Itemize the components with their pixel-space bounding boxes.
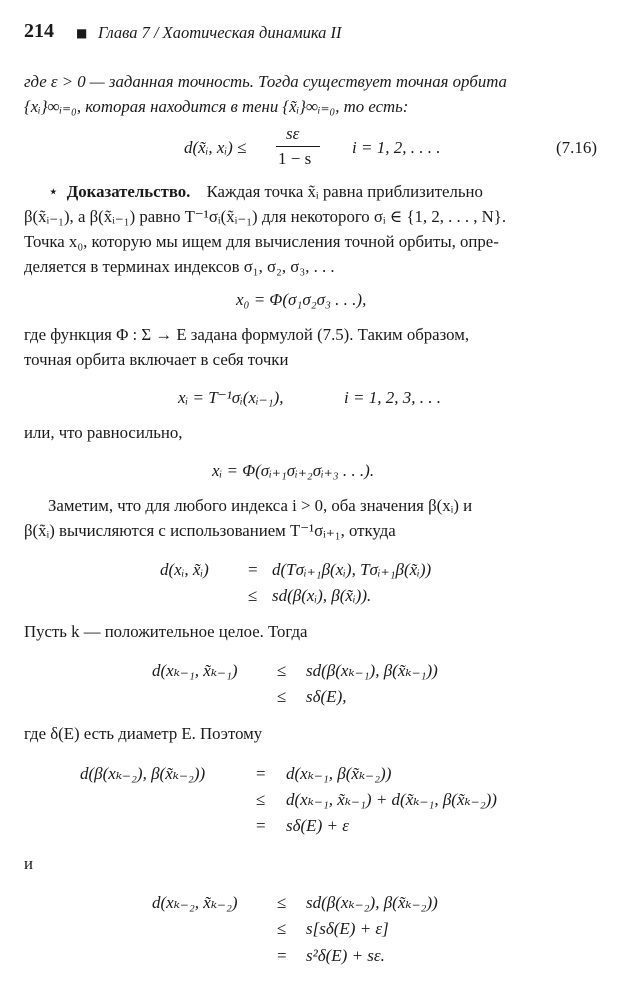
proof-line-4: деляется в терминах индексов σ₁, σ₂, σ₃, . . . <box>24 257 335 276</box>
eq-d1-row1-op: = <box>248 560 258 579</box>
header-bullet-icon: ■ <box>76 26 88 40</box>
eq-7-16-numerator: sε <box>286 124 300 143</box>
para2-line-1: где функция Φ : Σ → E задана формулой (7.5). Таким образом, <box>24 325 470 344</box>
eq-d4-row3-rhs: s²δ(E) + sε. <box>306 946 385 965</box>
proof-star-icon: ⋆ <box>48 182 59 201</box>
eq-d3-row1-op: = <box>256 764 266 783</box>
eq-d4-row1-op: ≤ <box>277 893 287 912</box>
page-number: 214 <box>24 20 54 42</box>
para2-line-2: точная орбита включает в себя точки <box>24 350 289 369</box>
eq-d1-row1-lhs: d(xᵢ, x̃ᵢ) <box>160 560 209 579</box>
eq-d1-row2-rhs: sd(β(xᵢ), β(x̃ᵢ)). <box>272 586 372 605</box>
eq-d2-row2-rhs: sδ(E), <box>306 687 347 706</box>
eq-7-16-lhs: d(x̃ᵢ, xᵢ) ≤ <box>184 138 247 157</box>
eq-7-16-denominator: 1 − s <box>278 149 312 168</box>
intro-line-1: где ε > 0 — заданная точность. Тогда существует точная орбита <box>24 72 507 91</box>
eq-7-16-condition: i = 1, 2, . . . . <box>352 138 441 157</box>
eq-d4-row3-op: = <box>277 946 287 965</box>
eq-d3-row1-rhs: d(xₖ₋₁, β(x̃ₖ₋₂)) <box>286 764 392 783</box>
eq-d3-row3-rhs: sδ(E) + ε <box>286 816 349 835</box>
eq-d3-row3-op: = <box>256 816 266 835</box>
fraction-bar <box>276 146 320 147</box>
eq-d1-row1-rhs: d(Tσᵢ₊₁β(xᵢ), Tσᵢ₊₁β(x̃ᵢ)) <box>272 560 432 579</box>
proof-line-3: Точка x₀, которую мы ищем для вычисления точной орбиты, опре- <box>24 232 499 251</box>
eq-d4-row2-rhs: s[sδ(E) + ε] <box>306 919 389 938</box>
intro-line-2: {xᵢ}∞ᵢ₌₀, которая находится в тени {x̃ᵢ}∞ᵢ₌₀, то есть: <box>24 97 409 116</box>
para3: или, что равносильно, <box>24 423 183 442</box>
equation-xi-2: xᵢ = Φ(σᵢ₊₁σᵢ₊₂σᵢ₊₃ . . .). <box>212 461 375 480</box>
proof-line-1 <box>48 184 483 201</box>
eq-d3-row2-op: ≤ <box>256 790 266 809</box>
eq-d2-row1-op: ≤ <box>277 661 287 680</box>
eq-d3-row1-lhs: d(β(xₖ₋₂), β(x̃ₖ₋₂)) <box>80 764 206 783</box>
eq-d1-row2-op: ≤ <box>248 586 258 605</box>
eq-7-16-fraction <box>276 124 320 168</box>
para4-line-2: β(x̃ᵢ) вычисляются с использованием T⁻¹σᵢ₊₁, откуда <box>24 521 396 540</box>
eq-d2-row1-lhs: d(xₖ₋₁, x̃ₖ₋₁) <box>152 661 238 680</box>
para4-line-1: Заметим, что для любого индекса i > 0, оба значения β(xᵢ) и <box>48 496 473 515</box>
running-header <box>24 20 624 48</box>
eq-d4-row2-op: ≤ <box>277 919 287 938</box>
equation-x0: x₀ = Φ(σ₁σ₂σ₃ . . .), <box>236 290 367 309</box>
eq-d4-row1-lhs: d(xₖ₋₂, x̃ₖ₋₂) <box>152 893 238 912</box>
para5: Пусть k — положительное целое. Тогда <box>24 622 308 641</box>
para7: и <box>24 854 33 873</box>
eq-d2-row1-rhs: sd(β(xₖ₋₁), β(x̃ₖ₋₁)) <box>306 661 438 680</box>
eq-d4-row1-rhs: sd(β(xₖ₋₂), β(x̃ₖ₋₂)) <box>306 893 438 912</box>
eq-d3-row2-rhs: d(xₖ₋₁, x̃ₖ₋₁) + d(x̃ₖ₋₁, β(x̃ₖ₋₂)) <box>286 790 497 809</box>
eq-7-16-number: (7.16) <box>556 138 598 157</box>
eq-d2-row2-op: ≤ <box>277 687 287 706</box>
proof-line-1-rest: Каждая точка x̃ᵢ равна приблизительно <box>206 182 483 201</box>
chapter-title: Глава 7 / Хаотическая динамика II <box>98 23 342 42</box>
para6: где δ(E) есть диаметр E. Поэтому <box>24 724 263 743</box>
eq-xi-condition: i = 1, 2, 3, . . . <box>344 388 441 407</box>
eq-xi-lhs: xᵢ = T⁻¹σᵢ(xᵢ₋₁), <box>178 388 284 407</box>
proof-line-2: β(x̃ᵢ₋₁), а β(x̃ᵢ₋₁) равно T⁻¹σᵢ(x̃ᵢ₋₁) для некоторого σᵢ ∈ {1, 2, . . . , N}. <box>24 207 507 226</box>
proof-heading: Доказательство. <box>66 182 191 201</box>
